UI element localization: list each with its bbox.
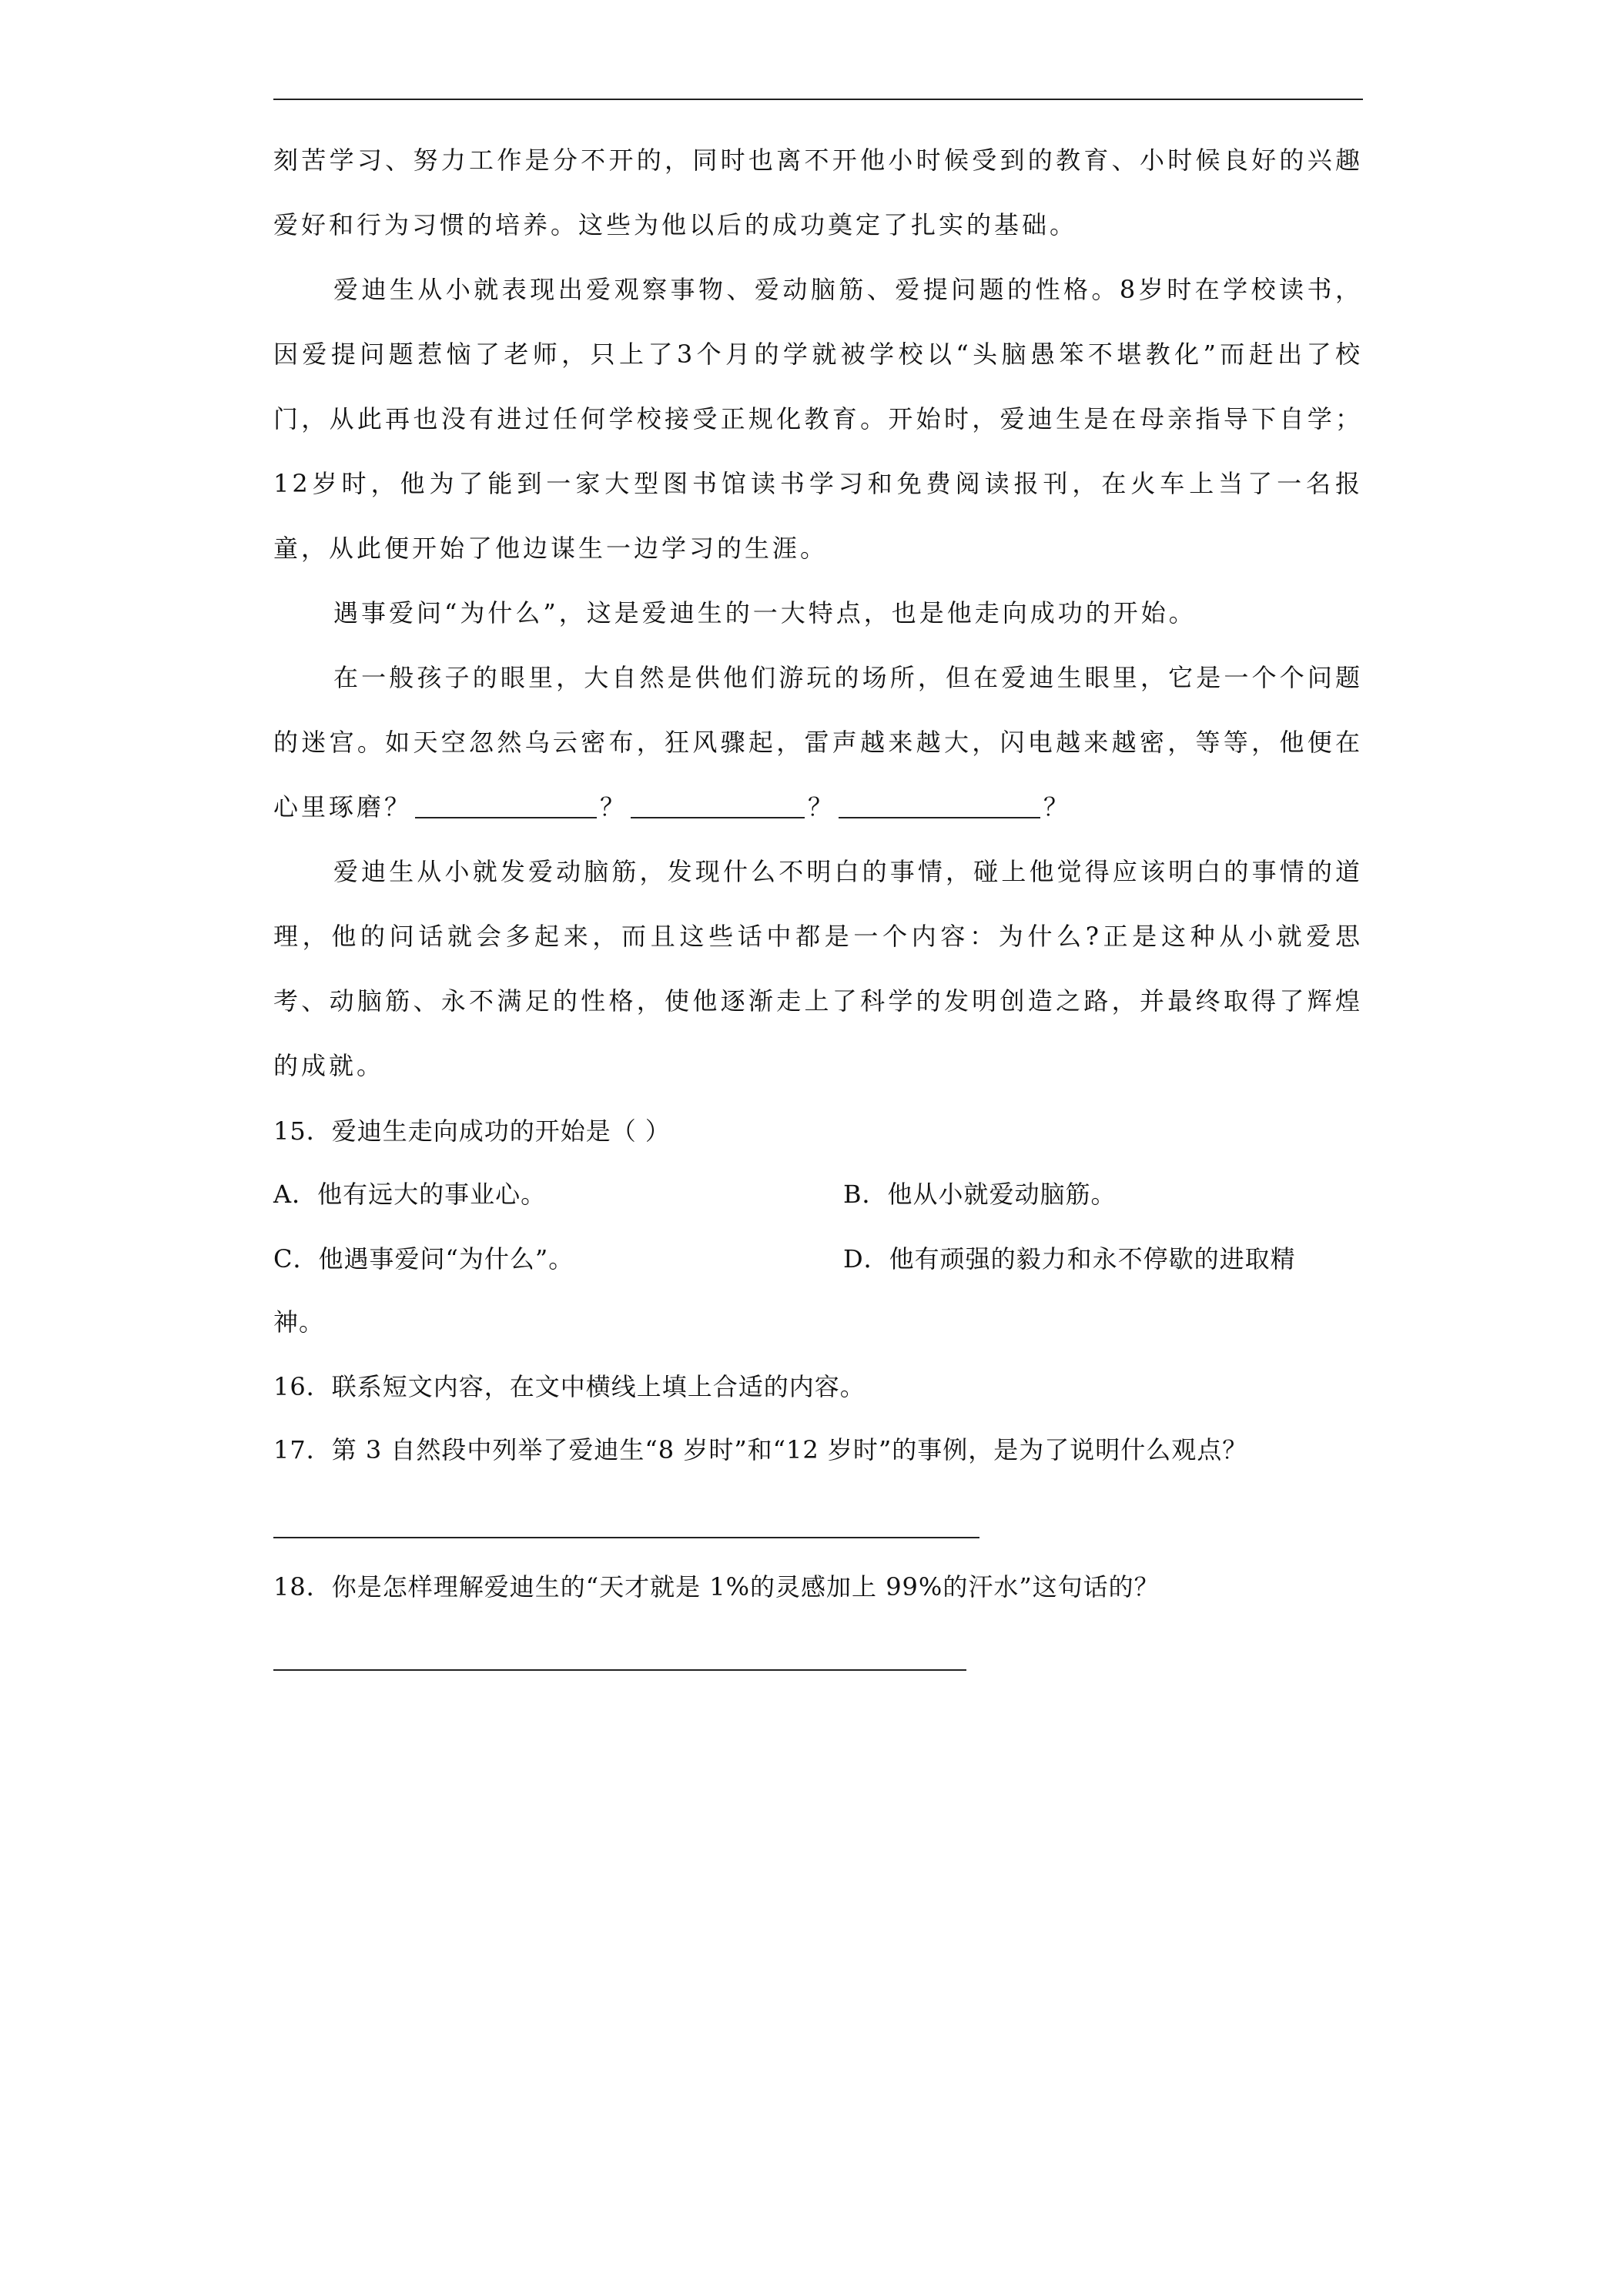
question-mark-3: ？	[1043, 792, 1072, 822]
answer-line-18[interactable]	[273, 1669, 966, 1671]
passage-paragraph-3	[273, 645, 1363, 839]
option-c[interactable]: C．他遇事爱问“为什么”。	[273, 1244, 574, 1274]
answer-line-17[interactable]	[273, 1537, 979, 1538]
paragraph-3-text: 在一般孩子的眼里，大自然是供他们游玩的场所，但在爱迪生眼里，它是一个个问题的迷宫。如天空忽然乌云密布，狂风骤起，雷声越来越大，闪电越来越密，等等，他便在心里琢磨？	[273, 663, 1363, 822]
question-17: 17．第 3 自然段中列举了爱迪生“8 岁时”和“12 岁时”的事例，是为了说明什么观点？	[273, 1435, 1248, 1464]
fill-blank-2[interactable]	[631, 794, 805, 818]
question-16: 16．联系短文内容，在文中横线上填上合适的内容。	[273, 1372, 866, 1401]
option-a[interactable]: A．他有远大的事业心。	[273, 1180, 547, 1209]
passage-paragraph-0: 刻苦学习、努力工作是分不开的，同时也离不开他小时候受到的教育、小时候良好的兴趣爱好和行为习惯的培养。这些为他以后的成功奠定了扎实的基础。	[273, 146, 1363, 239]
question-mark-2: ？	[808, 792, 836, 822]
option-d[interactable]: D．他有顽强的毅力和永不停歇的进取精	[843, 1244, 1296, 1274]
passage-paragraph-2: 遇事爱问“为什么”，这是爱迪生的一大特点，也是他走向成功的开始。	[333, 598, 1197, 628]
option-d-continued: 神。	[273, 1307, 325, 1337]
option-b[interactable]: B．他从小就爱动脑筋。	[843, 1180, 1117, 1209]
passage-paragraph-4: 爱迪生从小就发爱动脑筋，发现什么不明白的事情，碰上他觉得应该明白的事情的道理，他的问话就会多起来，而且这些话中都是一个内容：为什么?正是这种从小就爱思考、动脑筋、永不满足的性格，使他逐渐走上了科学的发明创造之路，并最终取得了辉煌的成就。	[273, 857, 1363, 1080]
passage-paragraph-1: 爱迪生从小就表现出爱观察事物、爱动脑筋、爱提问题的性格。8岁时在学校读书，因爱提问题惹恼了老师，只上了3个月的学就被学校以“头脑愚笨不堪教化”而赶出了校门，从此再也没有进过任何学校接受正规化教育。开始时，爱迪生是在母亲指导下自学；12岁时，他为了能到一家大型图书馆读书学习和免费阅读报刊，在火车上当了一名报童，从此便开始了他边谋生一边学习的生涯。	[273, 275, 1363, 563]
question-mark-1: ？	[600, 792, 628, 822]
header-rule	[273, 99, 1363, 100]
question-18: 18．你是怎样理解爱迪生的“天才就是 1%的灵感加上 99%的汗水”这句话的？	[273, 1572, 1160, 1602]
question-15: 15．爱迪生走向成功的开始是（ ）	[273, 1116, 671, 1146]
fill-blank-3[interactable]	[839, 794, 1040, 818]
fill-blank-1[interactable]	[415, 794, 597, 818]
